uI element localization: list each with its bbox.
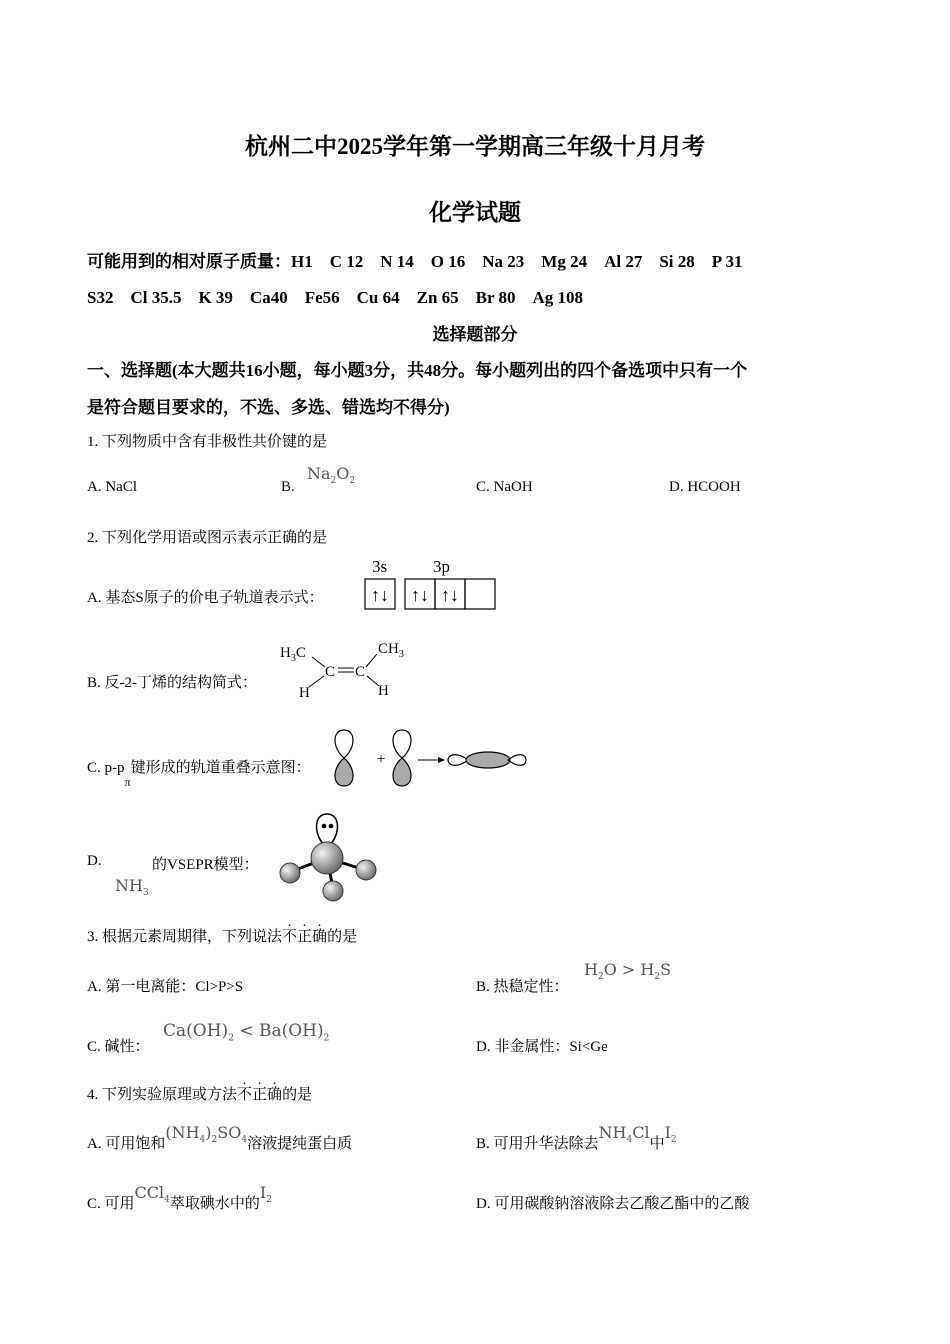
exam-title: 杭州二中2025学年第一学期高三年级十月月考 (245, 134, 705, 159)
q4-option-c: C. 可用CCl$_4$萃取碘水中的$I_2$ (87, 1183, 272, 1212)
q1-option-a: A. NaCl (87, 479, 137, 495)
orbital-box-3p-3 (465, 579, 495, 609)
part-one-instructions-line2: 是符合题目要求的，不选、多选、错选均不得分) (87, 398, 450, 417)
svg-text:CH3: $CH_3$ (378, 641, 404, 660)
arrow-pair-3p-1: ↑↓ (411, 585, 429, 605)
q3-option-d: D. 非金属性：Si<Ge (476, 1039, 608, 1055)
atomic-masses-line2: S32 Cl 35.5 K 39 Ca40 Fe56 Cu 64 Zn 65 Br 80 Ag 108 (87, 288, 584, 307)
arrow-pair-3p-2: ↑↓ (441, 585, 459, 605)
q3-option-c-formula: $Ca(OH)_2 < Ba(OH)_2$ (163, 1021, 330, 1044)
q3-option-b-label: B. 热稳定性： (476, 979, 569, 995)
exam-subtitle: 化学试题 (429, 200, 521, 225)
svg-text:H: H (378, 683, 389, 699)
q2-stem: 2. 下列化学用语或图示表示正确的是 (87, 530, 328, 546)
q4-stem: 4. 下列实验原理或方法不正确的是 (87, 1087, 313, 1103)
q2-option-d-formula: $NH_3$ (115, 876, 149, 899)
q4-option-b-formula-2: $I_2$ (664, 1123, 677, 1146)
q1-option-b-formula: $Na_2O_2$ (307, 464, 356, 487)
q3-option-b-formula: $H_2O > H_2S$ (584, 960, 672, 983)
nh3-vsepr-model (275, 812, 385, 907)
orbital-label-3p: 3p (433, 557, 450, 576)
orbital-diagram (360, 555, 500, 615)
arrow-pair-3s: ↑↓ (371, 585, 389, 605)
p-orbital-overlap-diagram (330, 728, 530, 792)
q4-option-a-formula: $(NH_4)_2SO_4$ (165, 1123, 248, 1146)
q4-option-a: A. 可用饱和$(NH_4)_2SO_4$溶液提纯蛋白质 (87, 1123, 353, 1152)
q4-option-b: B. 可用升华法除去$NH_4Cl$中$I_2$ (476, 1123, 677, 1152)
q3-option-c-label: C. 碱性： (87, 1039, 150, 1055)
q4-option-c-formula-1: CCl$_4$ (134, 1183, 170, 1206)
part-one-instructions-line1: 一、选择题(本大题共16小题，每小题3分，共48分。每小题列出的四个备选项中只有一个 (87, 361, 748, 380)
q4-option-b-formula-1: $NH_4Cl$ (598, 1123, 650, 1146)
q2-option-a: A. 基态S原子的价电子轨道表示式： (87, 590, 324, 606)
q2-option-c: C. $p-p_\pi$键形成的轨道重叠示意图： (87, 760, 311, 789)
q3-stem: 3. 根据元素周期律，下列说法不正确的是 (87, 929, 358, 945)
q3-option-a: A. 第一电离能：Cl>P>S (87, 979, 244, 995)
svg-text:C: C (355, 664, 366, 680)
q1-option-c: C. NaOH (476, 479, 533, 495)
orbital-label-3s: 3s (372, 557, 388, 576)
atomic-masses-line1: 可能用到的相对原子质量：H1 C 12 N 14 O 16 Na 23 Mg 24 Al 27 Si 28 P 31 (87, 252, 743, 271)
svg-text:H: H (299, 685, 310, 701)
q1-stem: 1. 下列物质中含有非极性共价键的是 (87, 434, 328, 450)
q1-option-d: D. HCOOH (669, 479, 741, 495)
q2-option-d-label: D. (87, 853, 102, 869)
q2-option-b: B. 反-2-丁烯的结构简式： (87, 675, 257, 691)
svg-text:H3C: $H_3C$ (280, 645, 306, 664)
q1-option-b-label: B. (281, 479, 295, 495)
trans-2-butene-structure (280, 640, 420, 702)
q4-option-d: D. 可用碳酸钠溶液除去乙酸乙酯中的乙酸 (476, 1196, 750, 1212)
q2-option-d-text: 的VSEPR模型： (152, 857, 259, 873)
section-heading: 选择题部分 (432, 325, 518, 344)
svg-text:+: + (376, 751, 386, 768)
q4-option-c-formula-2: $I_2$ (259, 1183, 272, 1206)
svg-text:C: C (325, 664, 336, 680)
